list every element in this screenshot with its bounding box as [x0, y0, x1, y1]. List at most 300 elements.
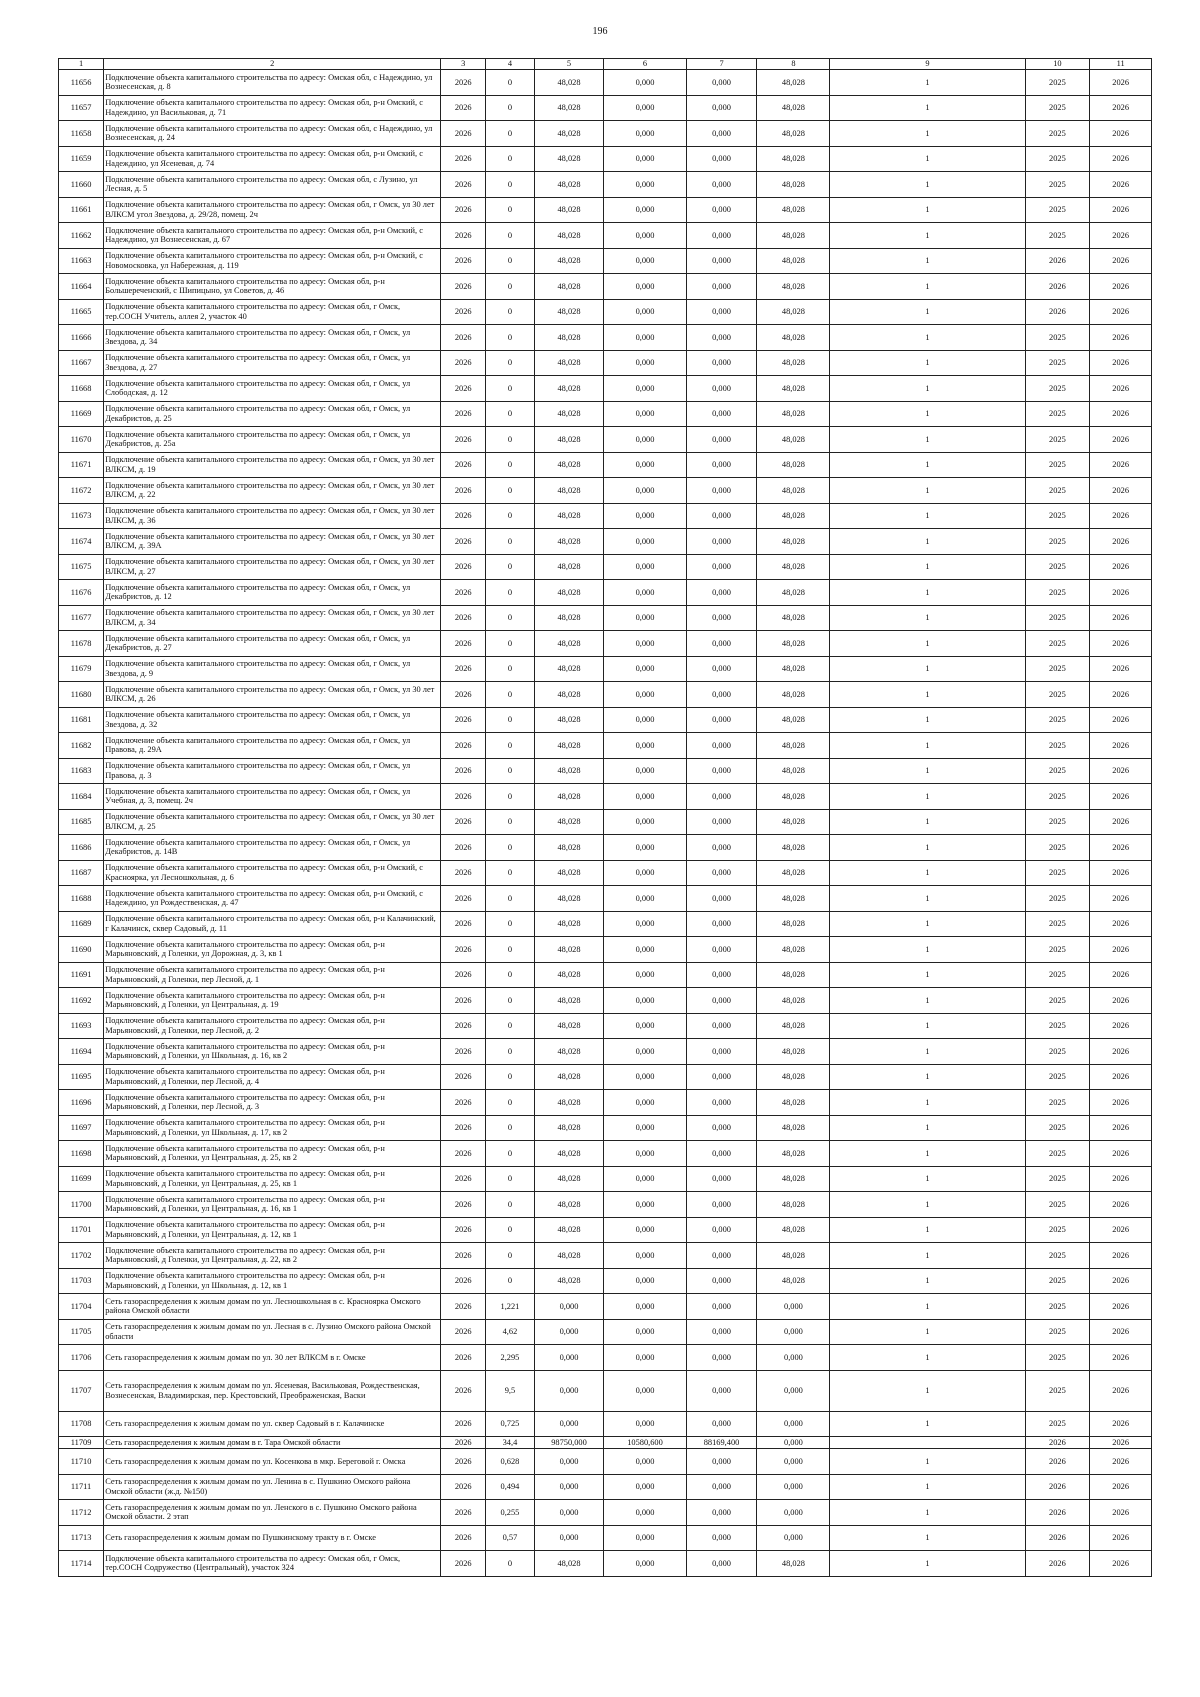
row-description: Сеть газораспределения к жилым домам по ул. Лесная в с. Лузино Омского района Омской области [104, 1319, 441, 1345]
row-col3: 2026 [441, 223, 486, 249]
row-col8: 48,028 [757, 350, 830, 376]
row-number: 11711 [59, 1474, 104, 1500]
row-col4: 0 [486, 1551, 534, 1577]
row-description: Подключение объекта капитального строительства по адресу: Омская обл, г Омск, ул Декабристов, д. 27 [104, 631, 441, 657]
row-col3: 2026 [441, 1437, 486, 1449]
row-col5: 48,028 [534, 707, 604, 733]
row-description: Подключение объекта капитального строительства по адресу: Омская обл, р-н Марьяновский, д Голенки, ул Центральная, д. 25, кв 2 [104, 1141, 441, 1167]
row-col4: 0,628 [486, 1449, 534, 1475]
row-col3: 2026 [441, 1294, 486, 1320]
row-col7: 0,000 [686, 1141, 757, 1167]
row-col9: 1 [830, 1345, 1025, 1371]
row-col4: 0 [486, 478, 534, 504]
table-row [59, 478, 1152, 504]
row-col3: 2026 [441, 1217, 486, 1243]
row-col11: 2026 [1090, 1013, 1152, 1039]
row-col7: 0,000 [686, 1064, 757, 1090]
row-col10: 2025 [1025, 1217, 1090, 1243]
row-col7: 0,000 [686, 554, 757, 580]
row-number: 11662 [59, 223, 104, 249]
row-col5: 98750,000 [534, 1437, 604, 1449]
row-col3: 2026 [441, 1370, 486, 1411]
row-number: 11714 [59, 1551, 104, 1577]
row-col5: 0,000 [534, 1345, 604, 1371]
row-col8: 48,028 [757, 452, 830, 478]
row-col10: 2026 [1025, 1449, 1090, 1475]
row-col9: 1 [830, 1551, 1025, 1577]
row-col11: 2026 [1090, 350, 1152, 376]
table-row [59, 197, 1152, 223]
row-col11: 2026 [1090, 1268, 1152, 1294]
row-col3: 2026 [441, 1090, 486, 1116]
table-row [59, 580, 1152, 606]
row-col4: 0 [486, 427, 534, 453]
row-description: Подключение объекта капитального строительства по адресу: Омская обл, г Омск, ул Правова, д. 3 [104, 758, 441, 784]
row-col4: 0 [486, 988, 534, 1014]
row-number: 11665 [59, 299, 104, 325]
row-col11: 2026 [1090, 784, 1152, 810]
row-description: Сеть газораспределения к жилым домам по ул. 30 лет ВЛКСМ в г. Омске [104, 1345, 441, 1371]
table-row [59, 350, 1152, 376]
row-col8: 48,028 [757, 988, 830, 1014]
row-col6: 0,000 [604, 121, 686, 147]
table-row [59, 911, 1152, 937]
row-col4: 9,5 [486, 1370, 534, 1411]
row-col3: 2026 [441, 121, 486, 147]
row-col5: 48,028 [534, 1166, 604, 1192]
row-col8: 48,028 [757, 1064, 830, 1090]
row-col11: 2026 [1090, 1064, 1152, 1090]
row-col11: 2026 [1090, 937, 1152, 963]
row-col7: 0,000 [686, 146, 757, 172]
row-col7: 0,000 [686, 1551, 757, 1577]
row-col7: 0,000 [686, 605, 757, 631]
row-col7: 0,000 [686, 1243, 757, 1269]
row-description: Подключение объекта капитального строительства по адресу: Омская обл, р-н Марьяновский, д Голенки, ул Центральная, д. 12, кв 1 [104, 1217, 441, 1243]
column-header: 4 [486, 59, 534, 70]
row-col4: 0 [486, 682, 534, 708]
row-description: Подключение объекта капитального строительства по адресу: Омская обл, с Надеждино, ул Вознесенская, д. 8 [104, 70, 441, 96]
row-col3: 2026 [441, 682, 486, 708]
table-row [59, 427, 1152, 453]
row-number: 11713 [59, 1525, 104, 1551]
row-col4: 0 [486, 707, 534, 733]
row-col9: 1 [830, 1039, 1025, 1065]
row-description: Подключение объекта капитального строительства по адресу: Омская обл, р-н Марьяновский, д Голенки, ул Дорожная, д. 3, кв 1 [104, 937, 441, 963]
row-col3: 2026 [441, 1500, 486, 1526]
row-col8: 48,028 [757, 478, 830, 504]
row-col10: 2025 [1025, 962, 1090, 988]
row-col6: 0,000 [604, 1090, 686, 1116]
row-col5: 48,028 [534, 962, 604, 988]
table-row [59, 1500, 1152, 1526]
column-header: 9 [830, 59, 1025, 70]
row-col8: 48,028 [757, 1192, 830, 1218]
row-number: 11692 [59, 988, 104, 1014]
row-col4: 0 [486, 1115, 534, 1141]
row-col8: 48,028 [757, 911, 830, 937]
row-col11: 2026 [1090, 1141, 1152, 1167]
row-description: Подключение объекта капитального строительства по адресу: Омская обл, р-н Омский, с Надеждино, ул Васильковая, д. 71 [104, 95, 441, 121]
row-col8: 0,000 [757, 1319, 830, 1345]
row-col8: 48,028 [757, 809, 830, 835]
row-col6: 0,000 [604, 911, 686, 937]
row-col4: 0 [486, 70, 534, 96]
row-description: Подключение объекта капитального строительства по адресу: Омская обл, р-н Омский, с Надеждино, ул Рождественская, д. 47 [104, 886, 441, 912]
row-col5: 0,000 [534, 1411, 604, 1437]
row-col6: 0,000 [604, 1370, 686, 1411]
row-col5: 48,028 [534, 733, 604, 759]
row-col3: 2026 [441, 1345, 486, 1371]
row-col6: 0,000 [604, 197, 686, 223]
table-row [59, 784, 1152, 810]
row-description: Подключение объекта капитального строительства по адресу: Омская обл, г Омск, ул Звездова, д. 27 [104, 350, 441, 376]
row-col10: 2025 [1025, 1192, 1090, 1218]
table-row [59, 758, 1152, 784]
row-col11: 2026 [1090, 1192, 1152, 1218]
row-col5: 48,028 [534, 1243, 604, 1269]
row-col8: 48,028 [757, 1090, 830, 1116]
row-col9: 1 [830, 172, 1025, 198]
row-number: 11676 [59, 580, 104, 606]
row-col5: 0,000 [534, 1500, 604, 1526]
row-col8: 48,028 [757, 1551, 830, 1577]
table-row [59, 1141, 1152, 1167]
column-header: 5 [534, 59, 604, 70]
row-col9: 1 [830, 962, 1025, 988]
row-col11: 2026 [1090, 707, 1152, 733]
row-col5: 48,028 [534, 1268, 604, 1294]
row-col10: 2025 [1025, 937, 1090, 963]
column-header: 2 [104, 59, 441, 70]
row-col6: 0,000 [604, 452, 686, 478]
row-col4: 0 [486, 452, 534, 478]
row-col9: 1 [830, 886, 1025, 912]
row-col7: 0,000 [686, 758, 757, 784]
row-col7: 0,000 [686, 1500, 757, 1526]
row-col5: 48,028 [534, 325, 604, 351]
row-description: Подключение объекта капитального строительства по адресу: Омская обл, г Омск, ул 30 лет ВЛКСМ, д. 34 [104, 605, 441, 631]
row-number: 11669 [59, 401, 104, 427]
row-col10: 2025 [1025, 1090, 1090, 1116]
row-col5: 48,028 [534, 605, 604, 631]
row-number: 11702 [59, 1243, 104, 1269]
row-col6: 0,000 [604, 682, 686, 708]
row-col3: 2026 [441, 1551, 486, 1577]
row-col10: 2025 [1025, 911, 1090, 937]
row-col10: 2025 [1025, 1039, 1090, 1065]
row-number: 11666 [59, 325, 104, 351]
table-row [59, 707, 1152, 733]
table-row [59, 1294, 1152, 1320]
row-col10: 2025 [1025, 886, 1090, 912]
row-col10: 2025 [1025, 1370, 1090, 1411]
row-col10: 2025 [1025, 1013, 1090, 1039]
row-col7: 0,000 [686, 580, 757, 606]
row-col10: 2025 [1025, 860, 1090, 886]
row-number: 11710 [59, 1449, 104, 1475]
row-number: 11700 [59, 1192, 104, 1218]
column-header: 7 [686, 59, 757, 70]
table-row [59, 988, 1152, 1014]
row-col8: 48,028 [757, 146, 830, 172]
row-col6: 0,000 [604, 1411, 686, 1437]
row-col7: 0,000 [686, 1474, 757, 1500]
row-col10: 2025 [1025, 1268, 1090, 1294]
row-description: Подключение объекта капитального строительства по адресу: Омская обл, г Омск, ул 30 лет ВЛКСМ, д. 26 [104, 682, 441, 708]
table-row [59, 605, 1152, 631]
row-col6: 0,000 [604, 1013, 686, 1039]
row-description: Подключение объекта капитального строительства по адресу: Омская обл, р-н Марьяновский, д Голенки, ул Школьная, д. 12, кв 1 [104, 1268, 441, 1294]
row-col6: 0,000 [604, 1217, 686, 1243]
row-col5: 0,000 [534, 1370, 604, 1411]
row-col3: 2026 [441, 146, 486, 172]
row-col8: 48,028 [757, 223, 830, 249]
row-col10: 2025 [1025, 350, 1090, 376]
row-col8: 48,028 [757, 937, 830, 963]
row-col8: 48,028 [757, 1243, 830, 1269]
row-col6: 0,000 [604, 70, 686, 96]
row-col10: 2025 [1025, 376, 1090, 402]
table-row [59, 1013, 1152, 1039]
row-col6: 0,000 [604, 860, 686, 886]
row-col6: 0,000 [604, 784, 686, 810]
row-col8: 48,028 [757, 529, 830, 555]
table-row [59, 70, 1152, 96]
row-col6: 0,000 [604, 1166, 686, 1192]
row-col5: 48,028 [534, 988, 604, 1014]
row-col5: 48,028 [534, 835, 604, 861]
row-col11: 2026 [1090, 223, 1152, 249]
row-col9: 1 [830, 427, 1025, 453]
row-col11: 2026 [1090, 452, 1152, 478]
row-col9: 1 [830, 1268, 1025, 1294]
row-col7: 0,000 [686, 350, 757, 376]
row-col5: 48,028 [534, 95, 604, 121]
row-number: 11675 [59, 554, 104, 580]
row-col10: 2026 [1025, 248, 1090, 274]
row-col11: 2026 [1090, 835, 1152, 861]
row-col11: 2026 [1090, 1090, 1152, 1116]
row-col10: 2025 [1025, 70, 1090, 96]
column-header: 6 [604, 59, 686, 70]
row-col8: 48,028 [757, 299, 830, 325]
table-row [59, 1551, 1152, 1577]
row-col8: 48,028 [757, 1217, 830, 1243]
row-col6: 10580,600 [604, 1437, 686, 1449]
row-col3: 2026 [441, 937, 486, 963]
table-row [59, 1370, 1152, 1411]
row-description: Сеть газораспределения к жилым домам по ул. Ленского в с. Пушкино Омского района Омской области. 2 этап [104, 1500, 441, 1526]
row-col7: 0,000 [686, 1166, 757, 1192]
row-col5: 48,028 [534, 350, 604, 376]
row-description: Подключение объекта капитального строительства по адресу: Омская обл, г Омск, ул Декабристов, д. 14В [104, 835, 441, 861]
row-col4: 0 [486, 376, 534, 402]
row-col11: 2026 [1090, 682, 1152, 708]
row-col6: 0,000 [604, 1474, 686, 1500]
table-row [59, 962, 1152, 988]
row-col10: 2025 [1025, 1294, 1090, 1320]
row-col11: 2026 [1090, 1319, 1152, 1345]
row-col11: 2026 [1090, 1437, 1152, 1449]
row-col6: 0,000 [604, 503, 686, 529]
row-number: 11684 [59, 784, 104, 810]
row-col5: 48,028 [534, 886, 604, 912]
row-number: 11658 [59, 121, 104, 147]
row-col6: 0,000 [604, 1345, 686, 1371]
row-col8: 48,028 [757, 886, 830, 912]
row-description: Подключение объекта капитального строительства по адресу: Омская обл, г Омск, ул 30 лет ВЛКСМ угол Звездова, д. 29/28, помещ. 2ч [104, 197, 441, 223]
table-row [59, 835, 1152, 861]
row-col5: 0,000 [534, 1525, 604, 1551]
row-col8: 48,028 [757, 835, 830, 861]
row-col11: 2026 [1090, 172, 1152, 198]
row-col3: 2026 [441, 1411, 486, 1437]
row-description: Сеть газораспределения к жилым домам по Пушкинскому тракту в г. Омске [104, 1525, 441, 1551]
row-description: Подключение объекта капитального строительства по адресу: Омская обл, р-н Марьяновский, д Голенки, пер Лесной, д. 1 [104, 962, 441, 988]
row-col11: 2026 [1090, 886, 1152, 912]
row-col7: 0,000 [686, 529, 757, 555]
row-col7: 0,000 [686, 1013, 757, 1039]
column-header: 10 [1025, 59, 1090, 70]
row-col8: 0,000 [757, 1294, 830, 1320]
row-number: 11697 [59, 1115, 104, 1141]
row-col7: 0,000 [686, 656, 757, 682]
row-col11: 2026 [1090, 401, 1152, 427]
table-row [59, 325, 1152, 351]
row-col10: 2026 [1025, 1525, 1090, 1551]
row-col7: 0,000 [686, 95, 757, 121]
table-row [59, 1243, 1152, 1269]
row-col11: 2026 [1090, 376, 1152, 402]
row-description: Подключение объекта капитального строительства по адресу: Омская обл, р-н Калачинский, г Калачинск, сквер Садовый, д. 11 [104, 911, 441, 937]
row-number: 11705 [59, 1319, 104, 1345]
row-col9: 1 [830, 1090, 1025, 1116]
row-col6: 0,000 [604, 1039, 686, 1065]
table-row [59, 1449, 1152, 1475]
table-row [59, 1115, 1152, 1141]
row-col7: 0,000 [686, 1525, 757, 1551]
row-col11: 2026 [1090, 70, 1152, 96]
table-row [59, 1166, 1152, 1192]
row-col11: 2026 [1090, 529, 1152, 555]
row-col8: 48,028 [757, 427, 830, 453]
row-description: Подключение объекта капитального строительства по адресу: Омская обл, р-н Марьяновский, д Голенки, ул Центральная, д. 19 [104, 988, 441, 1014]
row-col3: 2026 [441, 325, 486, 351]
row-col9: 1 [830, 1166, 1025, 1192]
row-col9: 1 [830, 197, 1025, 223]
row-col11: 2026 [1090, 1217, 1152, 1243]
row-description: Подключение объекта капитального строительства по адресу: Омская обл, г Омск, ул Слободская, д. 12 [104, 376, 441, 402]
row-col10: 2025 [1025, 325, 1090, 351]
row-col7: 0,000 [686, 1345, 757, 1371]
row-col3: 2026 [441, 835, 486, 861]
row-col4: 0 [486, 835, 534, 861]
row-col8: 0,000 [757, 1345, 830, 1371]
row-col5: 48,028 [534, 1217, 604, 1243]
row-col7: 0,000 [686, 1449, 757, 1475]
row-col4: 0 [486, 529, 534, 555]
row-col8: 48,028 [757, 1268, 830, 1294]
row-col10: 2026 [1025, 1500, 1090, 1526]
row-col3: 2026 [441, 401, 486, 427]
row-col9: 1 [830, 809, 1025, 835]
row-col5: 48,028 [534, 248, 604, 274]
row-col7: 0,000 [686, 733, 757, 759]
row-col6: 0,000 [604, 707, 686, 733]
row-col6: 0,000 [604, 937, 686, 963]
row-col4: 0 [486, 886, 534, 912]
row-col6: 0,000 [604, 631, 686, 657]
row-col7: 0,000 [686, 1411, 757, 1437]
row-description: Подключение объекта капитального строительства по адресу: Омская обл, р-н Омский, с Надеждино, ул Ясеневая, д. 74 [104, 146, 441, 172]
row-col8: 0,000 [757, 1437, 830, 1449]
row-col3: 2026 [441, 860, 486, 886]
row-col11: 2026 [1090, 1370, 1152, 1411]
row-number: 11693 [59, 1013, 104, 1039]
row-col5: 48,028 [534, 1551, 604, 1577]
row-col10: 2026 [1025, 1551, 1090, 1577]
row-description: Подключение объекта капитального строительства по адресу: Омская обл, г Омск, ул 30 лет ВЛКСМ, д. 25 [104, 809, 441, 835]
row-col9: 1 [830, 784, 1025, 810]
row-description: Подключение объекта капитального строительства по адресу: Омская обл, г Омск, ул Звездова, д. 32 [104, 707, 441, 733]
row-col6: 0,000 [604, 1525, 686, 1551]
row-col4: 0 [486, 962, 534, 988]
row-col4: 0 [486, 172, 534, 198]
row-number: 11707 [59, 1370, 104, 1411]
table-row [59, 937, 1152, 963]
row-col6: 0,000 [604, 95, 686, 121]
row-col7: 0,000 [686, 452, 757, 478]
row-col11: 2026 [1090, 911, 1152, 937]
row-number: 11663 [59, 248, 104, 274]
row-number: 11712 [59, 1500, 104, 1526]
table-row [59, 631, 1152, 657]
row-col7: 0,000 [686, 911, 757, 937]
row-col5: 48,028 [534, 197, 604, 223]
row-col8: 48,028 [757, 503, 830, 529]
row-col3: 2026 [441, 1141, 486, 1167]
row-description: Подключение объекта капитального строительства по адресу: Омская обл, р-н Большереченский, с Шипицыно, ул Советов, д. 46 [104, 274, 441, 300]
row-col11: 2026 [1090, 248, 1152, 274]
row-col8: 48,028 [757, 860, 830, 886]
row-col10: 2026 [1025, 1437, 1090, 1449]
row-col3: 2026 [441, 1115, 486, 1141]
row-col9: 1 [830, 911, 1025, 937]
row-col11: 2026 [1090, 758, 1152, 784]
row-col4: 0 [486, 146, 534, 172]
row-col4: 0 [486, 605, 534, 631]
row-col9: 1 [830, 1500, 1025, 1526]
row-col9: 1 [830, 580, 1025, 606]
row-description: Подключение объекта капитального строительства по адресу: Омская обл, г Омск, ул Декабристов, д. 12 [104, 580, 441, 606]
row-col11: 2026 [1090, 274, 1152, 300]
row-col10: 2025 [1025, 427, 1090, 453]
row-col6: 0,000 [604, 988, 686, 1014]
row-col11: 2026 [1090, 95, 1152, 121]
row-col3: 2026 [441, 1525, 486, 1551]
row-col9: 1 [830, 350, 1025, 376]
row-col10: 2025 [1025, 1115, 1090, 1141]
table-row [59, 682, 1152, 708]
row-col11: 2026 [1090, 1551, 1152, 1577]
row-col4: 0 [486, 860, 534, 886]
row-col4: 0 [486, 1243, 534, 1269]
row-col10: 2025 [1025, 223, 1090, 249]
row-col8: 0,000 [757, 1370, 830, 1411]
row-number: 11694 [59, 1039, 104, 1065]
row-col4: 1,221 [486, 1294, 534, 1320]
